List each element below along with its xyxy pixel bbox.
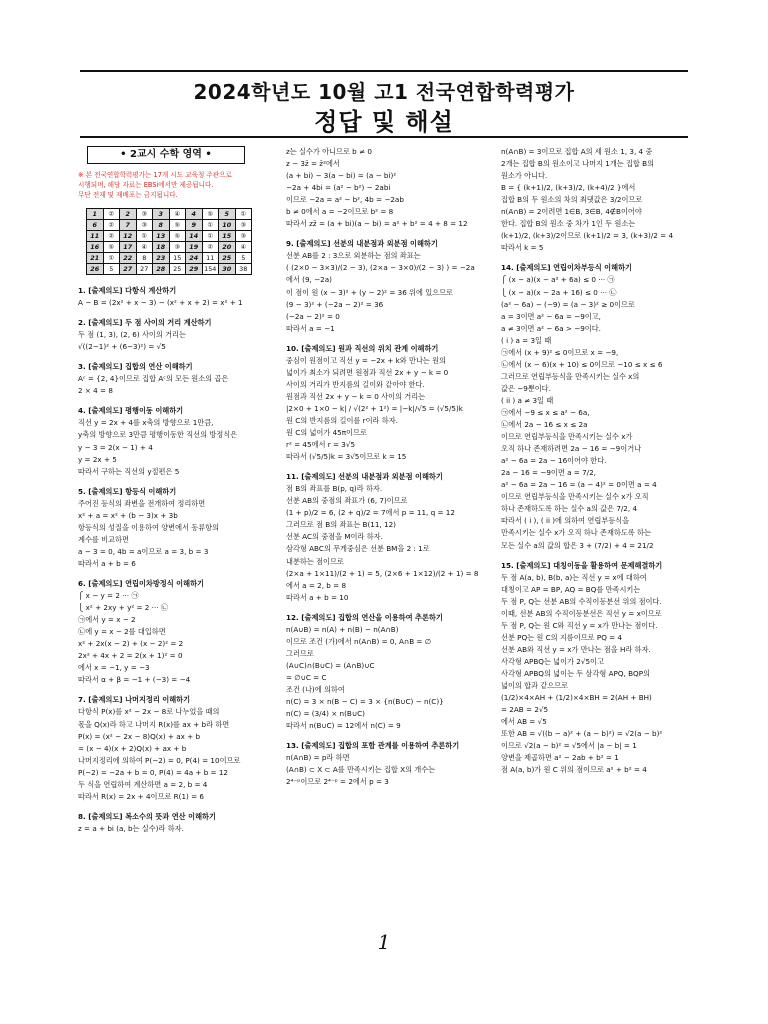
column-3 [501,146,697,776]
problem-heading: 14. [출제의도] 연립이차부등식 이해하기 [501,263,632,273]
question-number-cell: 25 [219,253,236,264]
solution-line: P(x) = (x² − 2x − 8)Q(x) + ax + b [78,731,201,741]
column-3-text [501,146,697,776]
answer-cell: 11 [202,253,219,264]
problem-heading: 4. [출제의도] 평행이동 이해하기 [78,406,184,416]
solution-line: 원점과 직선 2x + y − k = 0 사이의 거리는 [286,391,426,401]
solution-line: |2×0 + 1×0 − k| / √(2² + 1²) = |−k|/√5 = (√5/5)k [286,403,463,413]
solution-line: b ≠ 0에서 a = −2이므로 b² = 8 [286,207,394,217]
solution-line: 삼각형 ABC의 무게중심은 선분 BM을 2 : 1로 [286,544,430,554]
column-1-text [78,285,254,835]
document-title: 정답 및 해설 [314,108,454,136]
solution-line: (2×a + 1×11)/(2 + 1) = 5, (2×6 + 1×12)/(2 + 1) = 8 [286,568,479,578]
solution-line: ⎩ (x − a)(x − 2a + 16) ≤ 0 ··· ㉡ [501,287,617,297]
answer-cell: 25 [169,264,186,275]
solution-line: y = 2x + 5 [78,454,117,464]
answer-cell: ① [202,231,219,242]
solution-line: a² − 6a = 2a − 16이어야 한다. [501,456,607,466]
answer-cell: ③ [136,220,153,231]
solution-line: (−2a − 2)² = 0 [286,311,340,321]
answer-row [87,264,252,275]
spacer [286,230,482,238]
solution-line: 사각형 APBQ는 넓이가 2√5이고 [501,656,604,666]
solution-line: −2a + 4bi = (a² − b²) − 2abi [286,183,391,193]
solution-line: 넓이가 최소가 되려면 원점과 직선 2x + y − k = 0 [286,367,449,377]
copyright-notice [78,170,254,200]
solution-line: ⎧ x − y = 2 ··· ㉠ [78,591,139,601]
problem-heading: 9. [출제의도] 선분의 내분점과 외분점 이해하기 [286,239,438,249]
answer-cell: ⑤ [169,220,186,231]
solution-line: 사각형 APBQ의 넓이는 두 삼각형 APQ, BQP의 [501,668,650,678]
solution-line: 선분 PQ는 원 C의 지름이므로 PQ = 4 [501,632,623,642]
question-number-cell: 13 [153,231,170,242]
question-number-cell: 9 [186,220,203,231]
solution-line: a − 3 = 0, 4b = a이므로 a = 3, b = 3 [78,546,209,556]
solution-line: 선분 AB와 직선 y = x가 만나는 점을 H라 하자. [501,644,651,654]
solution-line: ⎧ (x − a)(x − a² + 6a) ≤ 0 ··· ㉠ [501,275,615,285]
answer-cell: 5 [235,253,252,264]
column-1 [78,146,254,835]
solution-line: 2a − 16 = −9이면 a = 7/2, [501,468,596,478]
question-number-cell: 21 [87,253,104,264]
solution-line: ( (2×0 − 3×3)/(2 − 3), (2×a − 3×0)/(2 − 3) ) = −2a [286,263,475,273]
solution-line: (A∪C)∩(B∪C) = (A∩B)∪C [286,660,375,670]
solution-line: 두 점 (1, 3), (2, 6) 사이의 거리는 [78,330,186,340]
solution-line: ㉠에서 −9 ≤ x ≤ a² − 6a, [501,407,590,417]
question-number-cell: 14 [186,231,203,242]
question-number-cell: 10 [219,220,236,231]
question-number-cell: 27 [120,264,137,275]
solution-line: P(−2) = −2a + b = 0, P(4) = 4a + b = 12 [78,767,228,777]
solution-line: = (x − 4)(x + 2)Q(x) + ax + b [78,743,187,753]
solution-line: Aᶜ = {2, 4}이므로 집합 Aᶜ의 모든 원소의 곱은 [78,374,229,384]
solution-line: = 2AB = 2√5 [501,705,549,715]
solution-line: 따라서 k = 5 [501,243,544,253]
page-number: 1 [377,930,391,954]
solution-line: 대칭이고 AP = BP, AQ = BQ를 만족시키는 [501,584,641,594]
notice-line: ※ 본 전국연합학력평가는 17개 시도 교육청 주관으로 [78,171,232,179]
solution-line: 따라서 zz̄ = (a + bi)(a − bi) = a² + b² = 4 + 8 = 12 [286,219,468,229]
answer-cell: 154 [202,264,219,275]
solution-line: 점 A(a, b)가 원 C 위의 점이므로 a² + b² = 4 [501,765,647,775]
spacer [501,552,697,560]
solution-line: 에서 x = −1, y = −3 [78,663,150,673]
solution-line: 넓이의 합과 같으므로 [501,681,569,691]
answer-row [87,209,252,220]
solution-line: 조건 (나)에 의하여 [286,684,345,694]
spacer [286,604,482,612]
question-number-cell: 2 [120,209,137,220]
question-number-cell: 22 [120,253,137,264]
spacer [78,686,254,694]
solution-line: 이므로 연립부등식을 만족시키는 실수 x가 [501,432,633,442]
solution-line: A − B = (2x² + x − 3) − (x² + x + 2) = x² + 1 [78,298,243,308]
question-number-cell: 8 [153,220,170,231]
question-number-cell: 29 [186,264,203,275]
solution-line: (9 − 3)² + (−2a − 2)² = 36 [286,299,384,309]
column-2-text [286,146,482,788]
solution-line: 계수를 비교하면 [78,534,129,544]
solution-line: 그러므로 연립부등식을 만족시키는 실수 x의 [501,371,640,381]
solution-line: 따라서 a + b = 6 [78,558,136,568]
solution-line: r² = 45에서 r = 3√5 [286,440,356,450]
solution-line: n(A∩B) = 2이려면 1∈B, 3∈B, 4∉B이어야 [501,207,642,217]
question-number-cell: 30 [219,264,236,275]
answer-cell: ② [103,231,120,242]
question-number-cell: 11 [87,231,104,242]
question-number-cell: 18 [153,242,170,253]
question-number-cell: 20 [219,242,236,253]
spacer [286,463,482,471]
question-number-cell: 4 [186,209,203,220]
answer-row [87,242,252,253]
answer-cell: ③ [169,242,186,253]
solution-line: 다항식 P(x)를 x² − 2x − 8로 나누었을 때의 [78,707,220,717]
solution-line: 이 점이 원 (x − 3)² + (y − 2)² = 36 위에 있으므로 [286,287,454,297]
solution-line: (a² − 6a) − (−9) = (a − 3)² ≥ 0이므로 [501,299,635,309]
solution-line: z는 실수가 아니므로 b ≠ 0 [286,147,372,156]
spacer [501,254,697,262]
solution-line: ㉡에서 2a − 16 ≤ x ≤ 2a [501,420,588,430]
solution-line: 직선 y = 2x + 4를 x축의 방향으로 1만큼, [78,418,214,428]
answer-cell: ⑤ [103,242,120,253]
solution-line: n(A∪B) = n(A) + n(B) − n(A∩B) [286,624,399,634]
solution-line: 따라서 ( i ), ( ii )에 의하여 연립부등식을 [501,516,630,526]
solution-line: 그러므로 점 B의 좌표는 B(11, 12) [286,520,396,530]
solution-line: 그러므로 [286,648,314,658]
solution-line: (a + bi) − 3(a − bi) = (a − bi)² [286,171,397,181]
spacer [78,353,254,361]
solution-line: 에서 AB = √5 [501,717,547,727]
answer-cell: 38 [235,264,252,275]
notice-line: 시행되며, 해당 자료는 EBSi에서만 제공됩니다. [78,181,214,189]
solution-line: 원 C의 넓이가 45π이므로 [286,428,367,438]
solution-line: 내분하는 점이므로 [286,556,344,566]
question-number-cell: 1 [87,209,104,220]
solution-line: 따라서 R(x) = 2x + 4이므로 R(1) = 6 [78,791,205,801]
solution-line: (1/2)×4×AH + (1/2)×4×BH = 2(AH + BH) [501,693,652,703]
spacer [78,570,254,578]
solution-line: 사이의 거리가 반지름의 길이와 같아야 한다. [286,379,425,389]
solution-line: 중심이 원점이고 직선 y = −2x + k와 만나는 원의 [286,355,447,365]
solution-line: ㉡에서 (x − 6)(x + 10) ≤ 0이므로 −10 ≤ x ≤ 6 [501,359,663,369]
solution-line: 따라서 α + β = −1 + (−3) = −4 [78,675,191,685]
answer-cell: ③ [235,231,252,242]
answer-cell: 15 [169,253,186,264]
answer-cell: ① [136,231,153,242]
answer-table [86,208,252,275]
solution-line: 이므로 −2a = a² − b², 4b = −2ab [286,195,404,205]
solution-line: 따라서 (√5/5)k = 3√5이므로 k = 15 [286,452,407,462]
solution-line: n(C) = 3 × n(B − C) = 3 × {n(B∪C) − n(C)} [286,697,444,707]
solution-line: a = 3이면 a² − 6a = −9이고, [501,311,601,321]
answer-cell: 5 [103,264,120,275]
answer-cell: 27 [136,264,153,275]
solution-line: ㉠에서 (x + 9)² ≤ 0이므로 x = −9, [501,347,619,357]
solution-line: √((2−1)² + (6−3)²) = √5 [78,342,166,352]
solution-line: 에서 (9, −2a) [286,275,332,285]
answer-row [87,220,252,231]
solution-line: 2 × 4 = 8 [78,386,113,396]
solution-line: (A∩B) ⊂ X ⊂ A를 만족시키는 집합 X의 개수는 [286,765,436,775]
answer-cell: ① [103,253,120,264]
solution-line: 한다. 집합 B의 원소 중 차가 1인 두 원소는 [501,219,636,229]
solution-line: x² + a = x² + (b − 3)x + 3b [78,510,178,520]
column-2 [286,146,482,788]
solution-line: 에서 a = 2, b = 8 [286,580,347,590]
answer-cell: ④ [136,242,153,253]
solution-line: 따라서 a = −1 [286,323,335,333]
solution-line: 2⁴⁻ᵖ이므로 2⁴⁻ᵖ = 2에서 p = 3 [286,777,389,787]
solution-line: ㉠에서 y = x − 2 [78,615,136,625]
solution-line: 원 C의 반지름의 길이를 r이라 하자. [286,415,398,425]
solution-line: 두 식을 연립하여 계산하면 a = 2, b = 4 [78,779,208,789]
answer-cell: ⑤ [169,231,186,242]
problem-heading: 8. [출제의도] 복소수의 뜻과 연산 이해하기 [78,811,216,821]
spacer [78,803,254,811]
answer-cell: ③ [136,209,153,220]
solution-line: z − 3z̄ = z̄²에서 [286,159,340,169]
question-number-cell: 17 [120,242,137,253]
solution-line: 이므로 조건 (가)에서 n(A∩B) = 0, A∩B = ∅ [286,636,431,646]
question-number-cell: 23 [153,253,170,264]
question-number-cell: 5 [219,209,236,220]
solution-line: 집합 B의 두 원소의 차의 최댓값은 3/2이므로 [501,195,643,205]
solution-line: ( ii ) a ≠ 3일 때 [501,395,554,405]
spacer [78,309,254,317]
solution-line: 따라서 a + b = 10 [286,592,349,602]
problem-heading: 5. [출제의도] 항등식 이해하기 [78,486,177,496]
question-number-cell: 26 [87,264,104,275]
question-number-cell: 16 [87,242,104,253]
solution-line: 주어진 등식의 좌변을 전개하여 정리하면 [78,498,206,508]
solution-line: a ≠ 3이면 a² − 6a > −9이다. [501,323,601,333]
solution-line: 이므로 √2(a − b)² = √5에서 |a − b| = 1 [501,741,637,751]
bottom-rule [80,136,688,138]
solution-line: 따라서 구하는 직선의 y절편은 5 [78,466,180,476]
solution-line: 항등식의 성질을 이용하여 양변에서 동류항의 [78,522,220,532]
question-number-cell: 28 [153,264,170,275]
answer-cell: ② [202,242,219,253]
solution-line: 두 점 A(a, b), B(b, a)는 직선 y = x에 대하여 [501,572,647,582]
spacer [286,732,482,740]
solution-line: 몫을 Q(x)라 하고 나머지 R(x)를 ax + b라 하면 [78,719,230,729]
solution-line: 나머지정리에 의하여 P(−2) = 0, P(4) = 10이므로 [78,755,241,765]
solution-line: 이므로 연립부등식을 만족시키는 실수 x가 오직 [501,492,649,502]
question-number-cell: 6 [87,220,104,231]
solution-line: y − 3 = 2(x − 1) + 4 [78,442,153,452]
solution-line: n(A∩B) = 3이므로 집합 A의 세 원소 1, 3, 4 중 [501,147,653,156]
problem-heading: 15. [출제의도] 대칭이동을 활용하여 문제해결하기 [501,560,663,570]
problem-heading: 10. [출제의도] 원과 직선의 위치 관계 이해하기 [286,343,439,353]
spacer [286,335,482,343]
solution-line: 두 점 P, Q는 원 C와 직선 y = x가 만나는 점이다. [501,620,658,630]
answer-cell: ④ [235,242,252,253]
solution-line: 두 점 P, Q는 선분 AB의 수직이등분선 위의 점이다. [501,596,662,606]
spacer [78,397,254,405]
solution-line: (k+1)/2, (k+3)/2이므로 (k+1)/2 = 3, (k+3)/2 = 4 [501,231,674,241]
solution-line: 또한 AB = √((b − a)² + (a − b)²) = √2(a − b)² [501,729,663,739]
notice-line: 무단 전재 및 재배포는 금지됩니다. [78,191,178,199]
exam-title: 2024학년도 10월 고1 전국연합학력평가 [193,80,575,104]
solution-line: x² + 2x(x − 2) + (x − 2)² = 2 [78,639,184,649]
solution-line: z = a + bi (a, b는 실수)라 하자. [78,823,184,833]
answer-cell: ③ [235,220,252,231]
solution-line: 이때, 선분 AB의 수직이등분선은 직선 y = x이므로 [501,608,662,618]
answer-cell: 8 [136,253,153,264]
solution-line: y축의 방향으로 3만큼 평행이동한 직선의 방정식은 [78,430,238,440]
problem-heading: 13. [출제의도] 집합의 포함 관계를 이용하여 추론하기 [286,741,460,751]
solution-line: (1 + p)/2 = 6, (2 + q)/2 = 7에서 p = 11, q = 12 [286,508,455,518]
answer-cell: ② [103,209,120,220]
answer-cell: ① [235,209,252,220]
problem-heading: 11. [출제의도] 선분의 내분점과 외분점 이해하기 [286,472,443,482]
question-number-cell: 7 [120,220,137,231]
question-number-cell: 12 [120,231,137,242]
solution-line: 2x² + 4x + 2 = 2(x + 1)² = 0 [78,651,183,661]
solution-line: 원소가 아니다. [501,171,548,181]
problem-heading: 12. [출제의도] 집합의 연산을 이용하여 추론하기 [286,612,443,622]
question-number-cell: 3 [153,209,170,220]
solution-line: B = { (k+1)/2, (k+3)/2, (k+4)/2 }에서 [501,183,636,193]
answer-cell: ① [202,220,219,231]
question-number-cell: 19 [186,242,203,253]
answer-cell: ④ [169,209,186,220]
solution-line: 하나 존재하도록 하는 실수 a의 값은 7/2, 4 [501,504,638,514]
answer-cell: ⑤ [202,209,219,220]
solution-line: ⎩ x² + 2xy + y² = 2 ··· ㉡ [78,603,168,613]
problem-heading: 6. [출제의도] 연립이차방정식 이해하기 [78,578,204,588]
solution-line: n(C) = (3/4) × n(B∪C) [286,709,365,719]
answer-row [87,231,252,242]
question-number-cell: 24 [186,253,203,264]
question-number-cell: 15 [219,231,236,242]
solution-line: 값은 −9뿐이다. [501,383,551,393]
answer-cell: ② [103,220,120,231]
answer-row [87,253,252,264]
solution-line: 오직 하나 존재하려면 2a − 16 = −9이거나 [501,444,642,454]
problem-heading: 3. [출제의도] 집합의 연산 이해하기 [78,362,193,372]
solution-line: a² − 6a = 2a − 16 = (a − 4)² = 0이면 a = 4 [501,480,657,490]
top-rule [80,70,688,72]
solution-line: n(A∩B) = p라 하면 [286,753,350,763]
solution-line: 모든 실수 a의 값의 합은 3 + (7/2) + 4 = 21/2 [501,540,654,550]
problem-heading: 1. [출제의도] 다항식 계산하기 [78,286,177,295]
solution-line: ㉡에 y = x − 2를 대입하면 [78,627,166,637]
spacer [78,478,254,486]
solution-line: 선분 AB를 2 : 3으로 외분하는 점의 좌표는 [286,251,421,261]
solution-line: 따라서 n(B∪C) = 12에서 n(C) = 9 [286,721,401,731]
solution-line: 선분 AC의 중점을 M이라 하자. [286,532,383,542]
subject-badge: • 2교시 수학 영역 • [87,146,245,164]
solution-line: 선분 AB의 중점의 좌표가 (6, 7)이므로 [286,496,408,506]
solution-line: 점 B의 좌표를 B(p, q)라 하자. [286,484,383,494]
solution-line: 만족시키는 실수 x가 오직 하나 존재하도록 하는 [501,528,651,538]
problem-heading: 2. [출제의도] 두 점 사이의 거리 계산하기 [78,318,212,328]
solution-line: 2개는 집합 B의 원소이고 나머지 1개는 집합 B의 [501,159,655,169]
solution-line: 양변을 제곱하면 a² − 2ab + b² = 1 [501,753,619,763]
solution-line: = ∅∪C = C [286,672,327,682]
solution-line: ( i ) a = 3일 때 [501,335,552,345]
problem-heading: 7. [출제의도] 나머지정리 이해하기 [78,695,191,705]
